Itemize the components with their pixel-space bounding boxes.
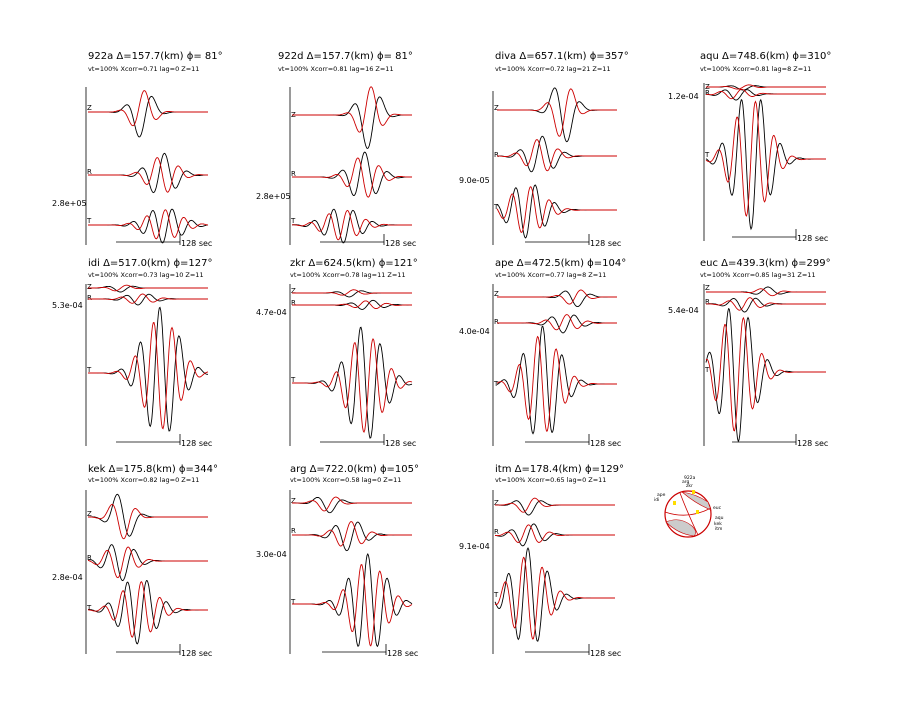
traces bbox=[292, 290, 412, 438]
panel-kek bbox=[52, 464, 218, 658]
traces bbox=[88, 91, 208, 243]
component-label-r: R bbox=[494, 151, 499, 159]
component-label-r: R bbox=[87, 554, 92, 562]
amplitude-label: 2.8e+05 bbox=[52, 199, 87, 208]
time-scale-label: 128 sec bbox=[590, 439, 622, 448]
observed-waveform bbox=[497, 88, 617, 142]
amplitude-label: 9.1e-04 bbox=[459, 542, 490, 551]
panel-arg bbox=[256, 464, 419, 658]
observed-waveform bbox=[88, 494, 208, 536]
component-label-z: Z bbox=[87, 510, 92, 518]
traces bbox=[706, 287, 826, 441]
component-label-r: R bbox=[291, 170, 296, 178]
amplitude-label: 2.8e+05 bbox=[256, 192, 291, 201]
component-label-r: R bbox=[291, 527, 296, 535]
observed-waveform bbox=[292, 209, 412, 243]
beachball-label: itm bbox=[715, 527, 723, 532]
synthetic-waveform bbox=[495, 498, 615, 512]
component-label-z: Z bbox=[494, 104, 499, 112]
traces bbox=[495, 498, 615, 641]
amplitude-label: 4.0e-04 bbox=[459, 327, 490, 336]
amplitude-label: 5.3e-04 bbox=[52, 301, 83, 310]
beachball-label: idi bbox=[654, 498, 660, 503]
panel-subtitle: vt=100% Xcorr=0.65 lag=0 Z=11 bbox=[495, 476, 607, 484]
synthetic-waveform bbox=[88, 547, 208, 578]
panel-title: idi Δ=517.0(km) ϕ=127° bbox=[88, 258, 213, 269]
synthetic-waveform bbox=[706, 318, 826, 431]
observed-waveform bbox=[497, 136, 617, 172]
traces bbox=[706, 85, 826, 229]
synthetic-waveform bbox=[292, 87, 412, 132]
beachball-label: ape bbox=[657, 493, 666, 498]
panel-title: aqu Δ=748.6(km) ϕ=310° bbox=[700, 51, 832, 62]
component-label-t: T bbox=[705, 151, 710, 159]
observed-waveform bbox=[292, 554, 412, 646]
panel-subtitle: vt=100% Xcorr=0.77 lag=8 Z=11 bbox=[495, 271, 607, 279]
panel-subtitle: vt=100% Xcorr=0.85 lag=31 Z=11 bbox=[700, 271, 816, 279]
observed-waveform bbox=[88, 153, 208, 192]
panel-aqu bbox=[668, 51, 831, 243]
panel-subtitle: vt=100% Xcorr=0.78 lag=11 Z=11 bbox=[290, 271, 406, 279]
component-label-z: Z bbox=[87, 104, 92, 112]
component-label-t: T bbox=[291, 598, 296, 606]
beachball-station-marker bbox=[673, 501, 676, 505]
panel-922d bbox=[256, 51, 416, 248]
beachball-label: 922a bbox=[684, 476, 696, 481]
component-label-r: R bbox=[87, 294, 92, 302]
beachball-label: zkr bbox=[686, 484, 693, 489]
synthetic-waveform bbox=[292, 522, 412, 547]
observed-waveform bbox=[292, 522, 412, 551]
component-label-r: R bbox=[494, 528, 499, 536]
synthetic-waveform bbox=[292, 301, 412, 309]
amplitude-label: 3.0e-04 bbox=[256, 550, 287, 559]
panel-title: zkr Δ=624.5(km) ϕ=121° bbox=[290, 258, 418, 269]
component-label-r: R bbox=[705, 298, 710, 306]
observed-waveform bbox=[88, 307, 208, 431]
component-label-r: R bbox=[705, 89, 710, 97]
time-scale-label: 128 sec bbox=[590, 239, 622, 248]
panel-zkr bbox=[256, 258, 418, 448]
component-label-z: Z bbox=[291, 111, 296, 119]
component-label-t: T bbox=[494, 591, 499, 599]
panel-title: 922d Δ=157.7(km) ϕ= 81° bbox=[278, 51, 413, 62]
component-label-z: Z bbox=[87, 283, 92, 291]
traces bbox=[88, 494, 208, 644]
observed-waveform bbox=[292, 97, 412, 148]
synthetic-waveform bbox=[706, 298, 826, 311]
time-scale-label: 128 sec bbox=[181, 239, 213, 248]
time-scale-label: 128 sec bbox=[387, 649, 419, 658]
component-label-t: T bbox=[494, 380, 499, 388]
observed-waveform bbox=[497, 315, 617, 333]
observed-waveform bbox=[706, 298, 826, 312]
synthetic-waveform bbox=[292, 158, 412, 197]
component-label-r: R bbox=[494, 318, 499, 326]
synthetic-waveform bbox=[292, 210, 412, 239]
synthetic-waveform bbox=[497, 89, 617, 136]
beachball-label: aqu bbox=[715, 516, 724, 521]
component-label-z: Z bbox=[291, 497, 296, 505]
synthetic-waveform bbox=[706, 85, 826, 89]
time-scale-label: 128 sec bbox=[590, 649, 622, 658]
panel-subtitle: vt=100% Xcorr=0.58 lag=0 Z=11 bbox=[290, 476, 402, 484]
component-label-z: Z bbox=[494, 499, 499, 507]
synthetic-waveform bbox=[292, 290, 412, 296]
traces bbox=[88, 285, 208, 431]
panel-title: arg Δ=722.0(km) ϕ=105° bbox=[290, 464, 420, 475]
amplitude-label: 5.4e-04 bbox=[668, 306, 699, 315]
time-scale-label: 128 sec bbox=[181, 649, 213, 658]
component-label-t: T bbox=[87, 604, 92, 612]
component-label-t: T bbox=[291, 217, 296, 225]
component-label-t: T bbox=[291, 376, 296, 384]
observed-waveform bbox=[88, 96, 208, 136]
observed-waveform bbox=[495, 548, 615, 641]
synthetic-waveform bbox=[88, 285, 208, 291]
panel-idi bbox=[52, 258, 213, 448]
observed-waveform bbox=[88, 286, 208, 292]
panel-922a bbox=[52, 51, 223, 248]
panel-title: 922a Δ=157.7(km) ϕ= 81° bbox=[88, 51, 223, 62]
panel-title: kek Δ=175.8(km) ϕ=344° bbox=[88, 464, 218, 475]
component-label-r: R bbox=[87, 168, 92, 176]
component-label-t: T bbox=[87, 217, 92, 225]
time-scale-label: 128 sec bbox=[797, 439, 829, 448]
time-scale-label: 128 sec bbox=[181, 439, 213, 448]
amplitude-label: 4.7e-04 bbox=[256, 308, 287, 317]
traces bbox=[292, 87, 412, 243]
synthetic-waveform bbox=[292, 339, 412, 432]
observed-waveform bbox=[497, 291, 617, 307]
panel-subtitle: vt=100% Xcorr=0.81 lag=8 Z=11 bbox=[700, 65, 812, 73]
synthetic-waveform bbox=[497, 187, 617, 233]
panel-subtitle: vt=100% Xcorr=0.73 lag=10 Z=11 bbox=[88, 271, 204, 279]
observed-waveform bbox=[497, 185, 617, 238]
synthetic-waveform bbox=[497, 140, 617, 171]
observed-waveform bbox=[706, 287, 826, 294]
focal-mechanism-beachball bbox=[654, 475, 724, 537]
time-scale-label: 128 sec bbox=[385, 239, 417, 248]
panel-euc bbox=[668, 258, 831, 448]
synthetic-waveform bbox=[88, 91, 208, 126]
beachball-label: arg bbox=[682, 480, 690, 485]
component-label-z: Z bbox=[494, 290, 499, 298]
synthetic-waveform bbox=[706, 289, 826, 296]
amplitude-label: 2.8e-04 bbox=[52, 573, 83, 582]
observed-waveform bbox=[88, 581, 208, 644]
observed-waveform bbox=[292, 291, 412, 297]
component-label-z: Z bbox=[705, 284, 710, 292]
observed-waveform bbox=[292, 497, 412, 512]
component-label-t: T bbox=[494, 203, 499, 211]
synthetic-waveform bbox=[292, 497, 412, 511]
panel-itm bbox=[459, 464, 624, 658]
panel-subtitle: vt=100% Xcorr=0.72 lag=21 Z=11 bbox=[495, 65, 611, 73]
beachball-station-marker bbox=[696, 510, 699, 514]
synthetic-waveform bbox=[497, 337, 617, 432]
traces bbox=[292, 497, 412, 646]
observed-waveform bbox=[88, 545, 208, 581]
synthetic-waveform bbox=[292, 565, 412, 646]
beachball-station-marker bbox=[692, 490, 695, 494]
panel-diva bbox=[459, 51, 629, 248]
observed-waveform bbox=[495, 501, 615, 515]
panel-subtitle: vt=100% Xcorr=0.81 lag=16 Z=11 bbox=[278, 65, 394, 73]
amplitude-label: 9.0e-05 bbox=[459, 176, 490, 185]
observed-waveform bbox=[292, 327, 412, 438]
panel-subtitle: vt=100% Xcorr=0.71 lag=0 Z=11 bbox=[88, 65, 200, 73]
panel-title: ape Δ=472.5(km) ϕ=104° bbox=[495, 258, 627, 269]
beachball-label: kek bbox=[714, 522, 722, 527]
component-label-r: R bbox=[291, 299, 296, 307]
component-label-z: Z bbox=[705, 83, 710, 91]
component-label-z: Z bbox=[291, 287, 296, 295]
panel-title: itm Δ=178.4(km) ϕ=129° bbox=[495, 464, 625, 475]
panel-title: diva Δ=657.1(km) ϕ=357° bbox=[495, 51, 629, 62]
observed-waveform bbox=[292, 152, 412, 195]
time-scale-label: 128 sec bbox=[797, 234, 829, 243]
amplitude-label: 1.2e-04 bbox=[668, 92, 699, 101]
component-label-t: T bbox=[705, 366, 710, 374]
time-scale-label: 128 sec bbox=[385, 439, 417, 448]
panel-ape bbox=[459, 258, 626, 448]
panel-subtitle: vt=100% Xcorr=0.82 lag=0 Z=11 bbox=[88, 476, 200, 484]
synthetic-waveform bbox=[88, 158, 208, 193]
panel-title: euc Δ=439.3(km) ϕ=299° bbox=[700, 258, 831, 269]
observed-waveform bbox=[706, 90, 826, 100]
synthetic-waveform bbox=[706, 89, 826, 98]
traces bbox=[497, 290, 617, 434]
traces bbox=[497, 88, 617, 238]
component-label-t: T bbox=[87, 366, 92, 374]
beachball-label: euc bbox=[713, 506, 722, 511]
